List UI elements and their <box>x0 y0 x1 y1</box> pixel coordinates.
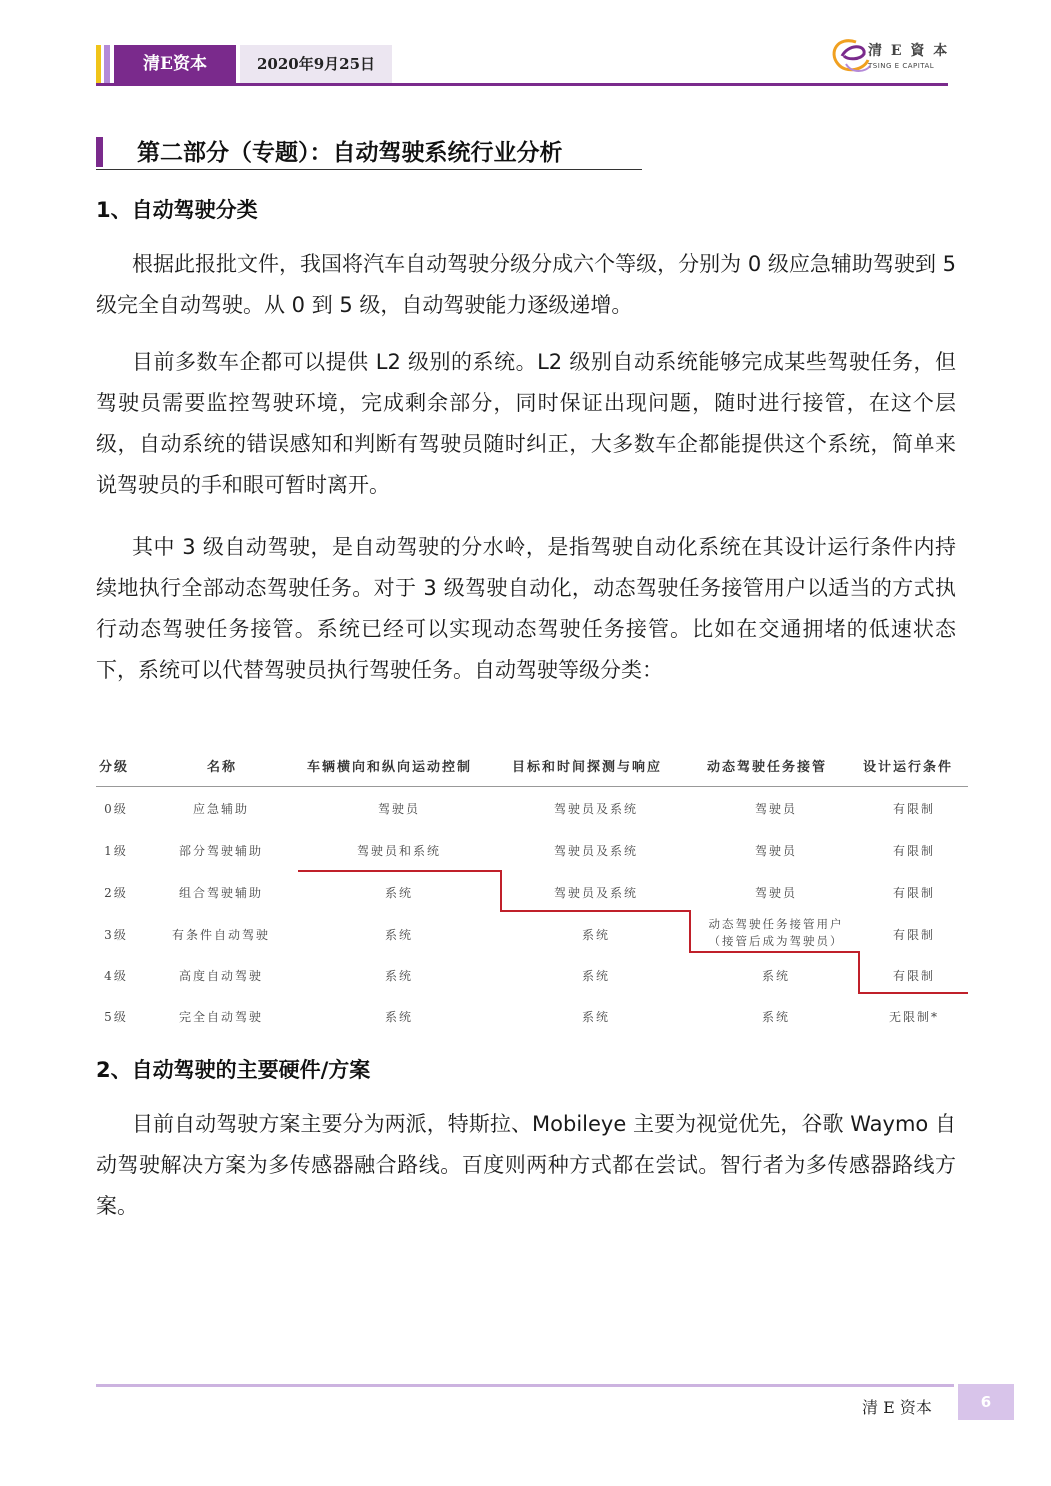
header-accent-yellow <box>96 45 101 83</box>
table-cell: 系统 <box>384 928 414 942</box>
header-rule <box>96 83 948 86</box>
table-cell: 5级 <box>104 1010 128 1024</box>
table-cell: 无限制* <box>888 1010 940 1024</box>
automation-boundary-line <box>858 992 968 994</box>
section-title: 第二部分（专题）：自动驾驶系统行业分析 <box>137 140 563 166</box>
driving-level-table <box>96 742 968 1042</box>
table-cell: 系统 <box>581 1010 611 1024</box>
table-cell: 2级 <box>104 886 128 900</box>
table-cell: 完全自动驾驶 <box>178 1010 264 1024</box>
paragraph-4: 目前自动驾驶方案主要分为两派，特斯拉、Mobileye 主要为视觉优先，谷歌 Waymo 自动驾驶解决方案为多传感器融合路线。百度则两种方式都在尝试。智行者为多传感器路线方案。 <box>96 1112 956 1218</box>
table-cell: 1级 <box>104 844 128 858</box>
automation-boundary-line <box>298 870 501 872</box>
table-cell: 部分驾驶辅助 <box>178 844 264 858</box>
table-cell: 驾驶员及系统 <box>553 802 639 816</box>
paragraph-2: 目前多数车企都可以提供 L2 级别的系统。L2 级别自动系统能够完成某些驾驶任务，但驾驶员需要监控驾驶环境，完成剩余部分，同时保证出现问题，随时进行接管，在这个层级，自动系统的错误感知和判断有驾驶员随时纠正，大多数车企都能提供这个系统，简单来说驾驶员的手和眼可暂时离开。 <box>96 350 956 497</box>
subsection-2-title: 2、自动驾驶的主要硬件/方案 <box>96 1058 371 1082</box>
table-cell: 驾驶员 <box>377 802 421 816</box>
table-cell: 有条件自动驾驶 <box>171 928 271 942</box>
table-cell: 组合驾驶辅助 <box>178 886 264 900</box>
table-cell: 有限制 <box>892 886 936 900</box>
header-date: 2020年9月25日 <box>240 45 392 83</box>
automation-boundary-line <box>689 910 691 953</box>
page-number: 6 <box>958 1384 1014 1420</box>
table-header-name: 名称 <box>207 760 238 775</box>
table-cell: 有限制 <box>892 802 936 816</box>
table-cell: 高度自动驾驶 <box>178 969 264 983</box>
table-header-level: 分级 <box>99 760 130 775</box>
table-header-takeover: 动态驾驶任务接管 <box>707 760 828 775</box>
logo-chinese-text: 清 E 資 本 <box>868 43 950 59</box>
table-cell: 系统 <box>581 969 611 983</box>
subsection-1-title: 1、自动驾驶分类 <box>96 198 258 222</box>
table-cell: 驾驶员及系统 <box>553 886 639 900</box>
table-header-condition: 设计运行条件 <box>863 760 954 775</box>
automation-boundary-line <box>858 951 860 993</box>
table-cell: 动态驾驶任务接管用户 <box>708 917 844 931</box>
table-cell-note: （接管后成为驾驶员） <box>708 934 844 948</box>
table-header-detection: 目标和时间探测与响应 <box>512 760 663 775</box>
automation-boundary-line <box>500 870 502 912</box>
section-marker <box>96 137 103 167</box>
table-cell: 0级 <box>104 802 128 816</box>
automation-boundary-line <box>689 951 859 953</box>
table-cell: 3级 <box>104 928 128 942</box>
table-cell: 驾驶员和系统 <box>356 844 442 858</box>
header-accent-lilac <box>104 45 110 83</box>
table-header-rule <box>96 786 968 787</box>
table-cell: 有限制 <box>892 969 936 983</box>
header-brand: 清E资本 <box>114 45 236 83</box>
logo-english-text: TSING E CAPITAL <box>868 62 935 70</box>
table-header-motion: 车辆横向和纵向运动控制 <box>307 760 473 775</box>
table-cell: 系统 <box>761 1010 791 1024</box>
footer-rule <box>96 1384 954 1387</box>
table-cell: 4级 <box>104 969 128 983</box>
table-cell: 驾驶员 <box>754 844 798 858</box>
footer-brand: 清 E 资本 <box>862 1398 932 1417</box>
table-cell: 应急辅助 <box>192 802 250 816</box>
table-cell: 驾驶员及系统 <box>553 844 639 858</box>
table-cell: 有限制 <box>892 844 936 858</box>
table-cell: 系统 <box>761 969 791 983</box>
table-cell: 系统 <box>384 1010 414 1024</box>
paragraph-1: 根据此报批文件，我国将汽车自动驾驶分级分成六个等级，分别为 0 级应急辅助驾驶到 5 级完全自动驾驶。从 0 到 5 级，自动驾驶能力逐级递增。 <box>96 252 956 317</box>
table-cell: 驾驶员 <box>754 886 798 900</box>
table-cell: 系统 <box>384 969 414 983</box>
table-cell: 系统 <box>581 928 611 942</box>
table-cell: 系统 <box>384 886 414 900</box>
paragraph-3: 其中 3 级自动驾驶，是自动驾驶的分水岭，是指驾驶自动化系统在其设计运行条件内持续地执行全部动态驾驶任务。对于 3 级驾驶自动化，动态驾驶任务接管用户以适当的方式执行动态驾驶任务接管。系统已经可以实现动态驾驶任务接管。比如在交通拥堵的低速状态下，系统可以代替驾驶员执行驾驶任务。自动驾驶等级分类： <box>96 535 956 682</box>
section-underline <box>96 169 642 170</box>
table-cell: 驾驶员 <box>754 802 798 816</box>
automation-boundary-line <box>500 910 690 912</box>
table-cell: 有限制 <box>892 928 936 942</box>
